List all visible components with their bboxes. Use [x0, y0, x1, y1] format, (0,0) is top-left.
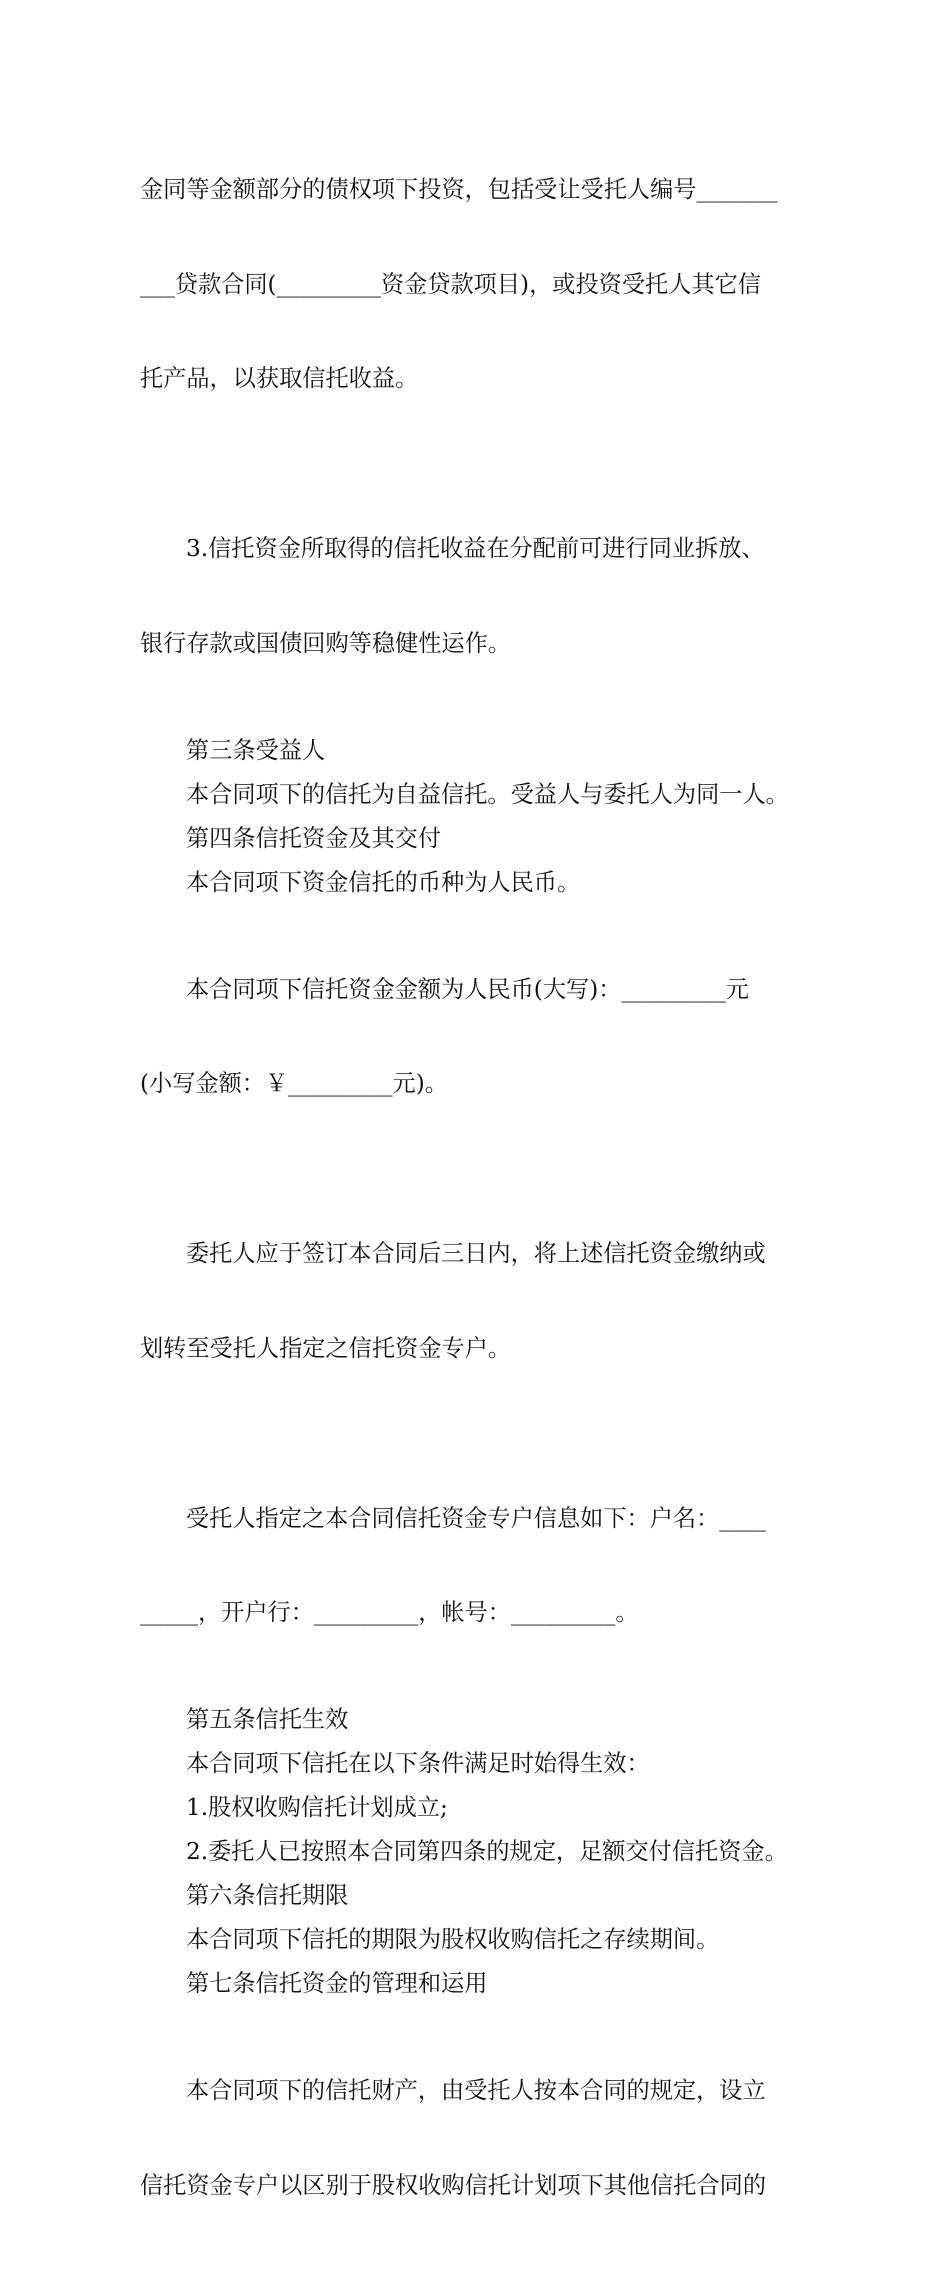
text-line: (小写金额：￥_________元)。 [140, 1070, 448, 1097]
paragraph-account-info [140, 1440, 830, 1692]
paragraph-clause-3 [140, 470, 830, 722]
document-page [140, 111, 830, 2277]
article-7-heading: 第七条信托资金的管理和运用 [186, 1970, 488, 1997]
text-line: 本合同项下信托资金金额为人民币(大写)：_________元 [186, 975, 749, 1003]
paragraph-investment-scope [140, 111, 830, 458]
article-6-heading: 第六条信托期限 [186, 1882, 349, 1909]
text-line: 银行存款或国债回购等稳健性运作。 [140, 629, 511, 657]
text-line: 委托人应于签订本合同后三日内，将上述信托资金缴纳或 [186, 1240, 766, 1267]
text-line: 本合同项下的信托财产，由受托人按本合同的规定，设立 [186, 2077, 766, 2104]
text-line: 金同等金额部分的债权项下投资，包括受让受托人编号_______ [140, 176, 778, 203]
paragraph-beneficiary: 本合同项下的信托为自益信托。受益人与委托人为同一人。 [186, 780, 789, 808]
paragraph-amount [140, 911, 830, 1163]
text-line: 3.信托资金所取得的信托收益在分配前可进行同业拆放、 [186, 535, 765, 562]
article-3-heading: 第三条受益人 [186, 736, 326, 764]
text-line: ___贷款合同(_________资金贷款项目)，或投资受托人其它信 [140, 270, 761, 298]
paragraph-term: 本合同项下信托的期限为股权收购信托之存续期间。 [186, 1926, 720, 1953]
text-line: _____，开户行：_________，帐号：_________。 [140, 1599, 639, 1626]
text-line: 托产品，以获取信托收益。 [140, 365, 419, 392]
list-item-condition-1: 1.股权收购信托计划成立; [186, 1794, 448, 1821]
paragraph-management [140, 2012, 830, 2264]
article-4-heading: 第四条信托资金及其交付 [186, 824, 442, 852]
text-line: 划转至受托人指定之信托资金专户。 [140, 1334, 511, 1362]
text-line: 信托资金专户以区别于股权收购信托计划项下其他信托合同的 [140, 2171, 767, 2199]
paragraph-payment [140, 1175, 830, 1427]
paragraph-currency: 本合同项下资金信托的币种为人民币。 [186, 868, 581, 896]
list-item-condition-2: 2.委托人已按照本合同第四条的规定，足额交付信托资金。 [186, 1838, 788, 1865]
article-5-heading: 第五条信托生效 [186, 1706, 349, 1733]
paragraph-effectiveness: 本合同项下信托在以下条件满足时始得生效： [186, 1750, 650, 1777]
text-line: 受托人指定之本合同信托资金专户信息如下：户名：____ [186, 1504, 766, 1532]
